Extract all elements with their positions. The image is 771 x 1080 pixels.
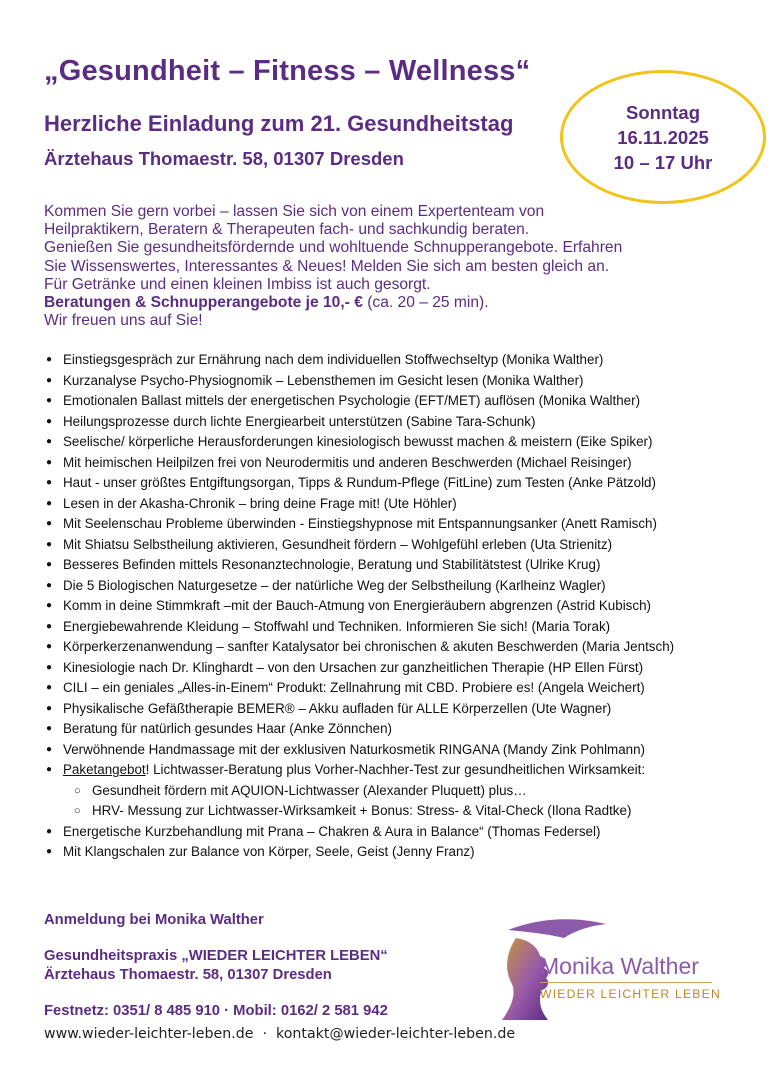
website-link[interactable]: www.wieder-leichter-leben.de [44, 1026, 254, 1042]
bullet-icon: ● [46, 559, 53, 570]
package-sub-item: ○ HRV- Messung zur Lichtwasser-Wirksamkeit + Bonus: Stress- & Vital-Check (Ilona Radtke) [44, 801, 764, 822]
bullet-icon: ● [46, 497, 53, 509]
email-link[interactable]: kontakt@wieder-leichter-leben.de [276, 1026, 516, 1042]
list-item: ● Kinesiologie nach Dr. Klinghardt – von den Ursachen zur ganzheitlichen Therapie (HP Ellen Fürst) [44, 658, 764, 679]
registration-heading: Anmeldung bei Monika Walther [44, 912, 264, 928]
circle-bullet-icon: ○ [74, 784, 81, 797]
price-duration: (ca. 20 – 25 min). [362, 294, 489, 312]
intro-line: Heilpraktikern, Beratern & Therapeuten fach- und sachkundig beraten. [44, 221, 530, 239]
bullet-icon: ● [46, 764, 53, 775]
offers-list [44, 350, 764, 863]
list-item: ● Haut - unser größtes Entgiftungsorgan, Tipps & Rundum-Pflege (FitLine) zum Testen (Anke Pätzold) [44, 473, 764, 494]
bullet-icon: ● [46, 395, 53, 406]
bullet-icon: ● [46, 600, 53, 611]
bullet-icon: ● [46, 456, 53, 468]
list-item: ● Verwöhnende Handmassage mit der exklusiven Naturkosmetik RINGANA (Mandy Zink Pohlmann) [44, 740, 764, 761]
list-item: ● Energetische Kurzbehandlung mit Prana – Chakren & Aura in Balance“ (Thomas Federsel) [44, 822, 764, 843]
list-item: ● Physikalische Gefäßtherapie BEMER® – Akku aufladen für ALLE Körperzellen (Ute Wagner) [44, 699, 764, 720]
intro-line: Sie Wissenswertes, Interessantes & Neues! Melden Sie sich am besten gleich an. [44, 257, 610, 275]
list-item: ● Körperkerzenanwendung – sanfter Katalysator bei chronischen & akuten Beschwerden (Maria Jentsch) [44, 637, 764, 658]
invitation-subtitle: Herzliche Einladung zum 21. Gesundheitstag [44, 111, 514, 136]
page-title: „Gesundheit – Fitness – Wellness“ [44, 55, 531, 87]
date-badge [560, 70, 766, 204]
date-time: 10 – 17 Uhr [613, 151, 713, 173]
package-label: Paketangebot [63, 762, 146, 777]
list-item: ● Mit heimischen Heilpilzen frei von Neurodermitis und anderen Beschwerden (Michael Reisinger) [44, 453, 764, 474]
bullet-icon: ● [46, 682, 53, 693]
list-item: ● Mit Klangschalen zur Balance von Körper, Seele, Geist (Jenny Franz) [44, 842, 764, 863]
list-item: ● Besseres Befinden mittels Resonanztechnologie, Beratung und Stabilitätstest (Ulrike Krug) [44, 555, 764, 576]
price-line [44, 294, 744, 312]
bullet-icon: ● [46, 477, 53, 488]
phone-numbers: Festnetz: 0351/ 8 485 910 · Mobil: 0162/ 2 581 942 [44, 1003, 388, 1019]
bullet-icon: ● [46, 641, 53, 652]
bullet-icon: ● [46, 436, 53, 447]
package-sub-item: ○ Gesundheit fördern mit AQUION-Lichtwasser (Alexander Pluquett) plus… [44, 781, 764, 802]
intro-closing: Wir freuen uns auf Sie! [44, 312, 203, 330]
logo-tagline: WIEDER LEICHTER LEBEN [540, 987, 721, 1001]
bullet-icon: ● [46, 702, 53, 714]
price-bold: Beratungen & Schnupperangebote je 10,- € [44, 294, 363, 312]
practice-address: Ärztehaus Thomaestr. 58, 01307 Dresden [44, 966, 332, 983]
date-day: Sonntag [626, 101, 700, 123]
bullet-icon: ● [46, 415, 53, 427]
list-item: ● Kurzanalyse Psycho-Physiognomik – Lebensthemen im Gesicht lesen (Monika Walther) [44, 371, 764, 392]
bullet-icon: ● [46, 354, 53, 365]
event-address: Ärztehaus Thomaestr. 58, 01307 Dresden [44, 148, 404, 169]
separator: · [262, 1026, 267, 1042]
list-item: ● Emotionalen Ballast mittels der energetischen Psychologie (EFT/MET) auflösen (Monika Walther) [44, 391, 764, 412]
list-item: ● Mit Seelenschau Probleme überwinden - Einstiegshypnose mit Entspannungsanker (Anett Ramisch) [44, 514, 764, 535]
date-date: 16.11.2025 [617, 126, 709, 148]
bullet-icon: ● [46, 579, 53, 591]
list-item: ● Mit Shiatsu Selbstheilung aktivieren, Gesundheit fördern – Wohlgefühl erleben (Uta Strienitz) [44, 535, 764, 556]
bullet-icon: ● [46, 620, 53, 632]
bullet-icon: ● [46, 846, 53, 857]
list-item: ● Seelische/ körperliche Herausforderungen kinesiologisch bewusst machen & meistern (Eike Spiker) [44, 432, 764, 453]
package-text: ! Lichtwasser-Beratung plus Vorher-Nachher-Test zur gesundheitlichen Wirksamkeit: [145, 762, 646, 777]
web-contact [44, 1026, 515, 1042]
logo-name: Monika Walther [540, 953, 699, 979]
package-offer [44, 760, 764, 781]
intro-text [44, 203, 744, 330]
bullet-icon: ● [46, 661, 53, 673]
practice-block [44, 947, 388, 984]
logo-divider [540, 982, 712, 983]
intro-line: Für Getränke und einen kleinen Imbiss ist auch gesorgt. [44, 275, 431, 293]
bullet-icon: ● [46, 518, 53, 529]
list-item: ● Komm in deine Stimmkraft –mit der Bauch-Atmung von Energieräubern abgrenzen (Astrid Kubisch) [44, 596, 764, 617]
intro-line: Kommen Sie gern vorbei – lassen Sie sich von einem Expertenteam von [44, 203, 545, 220]
bullet-icon: ● [46, 743, 53, 755]
bullet-icon: ● [46, 374, 53, 386]
list-item: ● Lesen in der Akasha-Chronik – bring deine Frage mit! (Ute Höhler) [44, 494, 764, 515]
list-item: ● Heilungsprozesse durch lichte Energiearbeit unterstützen (Sabine Tara-Schunk) [44, 412, 764, 433]
practice-name: Gesundheitspraxis „WIEDER LEICHTER LEBEN“ [44, 948, 388, 964]
bullet-icon: ● [46, 723, 53, 734]
intro-line: Genießen Sie gesundheitsfördernde und wohltuende Schnupperangebote. Erfahren [44, 239, 623, 257]
list-item: ● CILI – ein geniales „Alles-in-Einem“ Produkt: Zellnahrung mit CBD. Probiere es! (Angela Weichert) [44, 678, 764, 699]
list-item: ● Die 5 Biologischen Naturgesetze – der natürliche Weg der Selbstheilung (Karlheinz Wagler) [44, 576, 764, 597]
bullet-icon: ● [46, 538, 53, 550]
list-item: ● Einstiegsgespräch zur Ernährung nach dem individuellen Stoffwechseltyp (Monika Walther) [44, 350, 764, 371]
list-item: ● Beratung für natürlich gesundes Haar (Anke Zönnchen) [44, 719, 764, 740]
bullet-icon: ● [46, 825, 53, 837]
list-item: ● Energiebewahrende Kleidung – Stoffwahl und Techniken. Informieren Sie sich! (Maria Torak) [44, 617, 764, 638]
circle-bullet-icon: ○ [74, 805, 81, 817]
